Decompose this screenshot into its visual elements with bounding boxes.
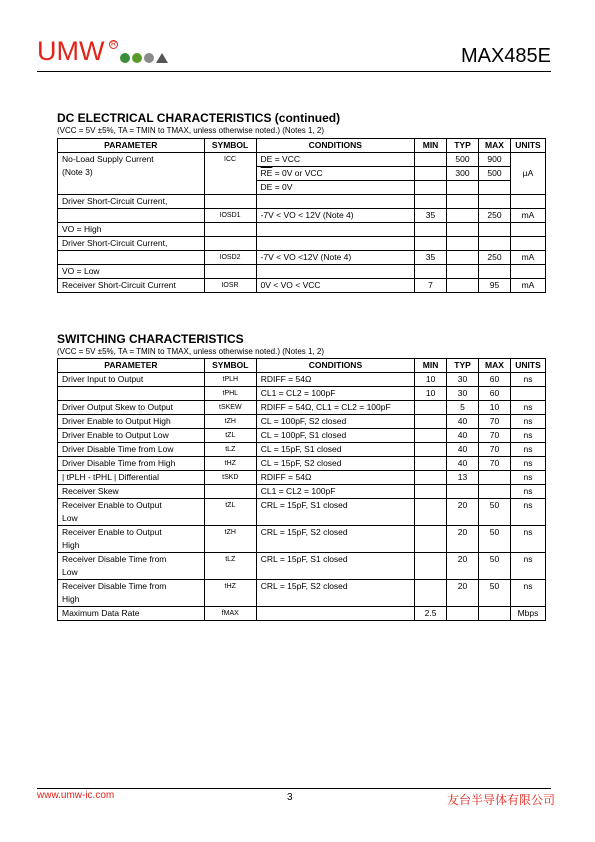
param-cell: Driver Short-Circuit Current, bbox=[58, 237, 205, 251]
symbol-cell: tLZ bbox=[204, 553, 256, 580]
unit-cell: ns bbox=[510, 401, 545, 415]
condition-text: = 0V or VCC bbox=[272, 168, 323, 178]
param-cell bbox=[58, 251, 205, 265]
symbol-cell: tHZ bbox=[204, 457, 256, 471]
symbol-cell: fMAX bbox=[204, 607, 256, 621]
footer-website-link[interactable]: www.umw-ic.com bbox=[37, 790, 115, 801]
typ-cell: 300 bbox=[447, 167, 479, 181]
unit-cell: µA bbox=[510, 153, 545, 195]
col-header-conditions: CONDITIONS bbox=[256, 359, 414, 373]
table-header-row bbox=[58, 359, 546, 373]
dc-section-title: DC ELECTRICAL CHARACTERISTICS (continued) bbox=[57, 111, 341, 125]
symbol-cell: tZH bbox=[204, 526, 256, 553]
symbol-cell bbox=[204, 485, 256, 499]
min-cell bbox=[415, 553, 447, 580]
min-cell bbox=[415, 526, 447, 553]
min-cell: 7 bbox=[415, 279, 447, 293]
condition-cell: CL = 100pF, S1 closed bbox=[256, 429, 414, 443]
registered-mark-icon: R bbox=[110, 41, 117, 48]
max-cell: 50 bbox=[479, 526, 511, 553]
param-cell: Receiver Disable Time from High bbox=[58, 580, 205, 607]
max-cell: 50 bbox=[479, 580, 511, 607]
symbol-cell: tPLH bbox=[204, 373, 256, 387]
unit-cell: mA bbox=[510, 279, 545, 293]
param-cell: Driver Enable to Output Low bbox=[58, 429, 205, 443]
table-row bbox=[58, 485, 546, 499]
symbol-cell: tHZ bbox=[204, 580, 256, 607]
col-header-units: UNITS bbox=[510, 359, 545, 373]
table-row bbox=[58, 401, 546, 415]
unit-cell: ns bbox=[510, 457, 545, 471]
symbol-cell: tLZ bbox=[204, 443, 256, 457]
typ-cell bbox=[447, 251, 479, 265]
max-cell: 60 bbox=[479, 387, 511, 401]
col-header-parameter: PARAMETER bbox=[58, 359, 205, 373]
param-cell: VO = High bbox=[58, 223, 205, 237]
condition-cell: CRL = 15pF, S1 closed bbox=[256, 499, 414, 526]
max-cell bbox=[479, 607, 511, 621]
switching-characteristics-table bbox=[57, 358, 546, 621]
condition-cell: RDIFF = 54Ω bbox=[256, 471, 414, 485]
col-header-max: MAX bbox=[479, 359, 511, 373]
param-cell: Maximum Data Rate bbox=[58, 607, 205, 621]
esd-warning-icon bbox=[156, 53, 168, 63]
typ-cell: 5 bbox=[447, 401, 479, 415]
typ-cell: 20 bbox=[447, 553, 479, 580]
condition-cell: CL = 15pF, S1 closed bbox=[256, 443, 414, 457]
col-header-units: UNITS bbox=[510, 139, 545, 153]
col-header-parameter: PARAMETER bbox=[58, 139, 205, 153]
param-cell: Receiver Short-Circuit Current bbox=[58, 279, 205, 293]
typ-cell: 30 bbox=[447, 373, 479, 387]
max-cell: 70 bbox=[479, 415, 511, 429]
sw-section-note: (VCC = 5V ±5%, TA = TMIN to TMAX, unless otherwise noted.) (Notes 1, 2) bbox=[57, 347, 325, 356]
max-cell: 70 bbox=[479, 443, 511, 457]
certification-icons bbox=[120, 53, 168, 63]
param-cell: VO = Low bbox=[58, 265, 205, 279]
re-overline-text: $\overline{RE}$ bbox=[260, 168, 273, 178]
halogen-free-icon bbox=[144, 53, 154, 63]
max-cell: 10 bbox=[479, 401, 511, 415]
symbol-cell: tPHL bbox=[204, 387, 256, 401]
condition-cell: DE = VCC bbox=[256, 153, 415, 167]
table-row bbox=[58, 471, 546, 485]
typ-cell: 20 bbox=[447, 499, 479, 526]
typ-cell: 30 bbox=[447, 387, 479, 401]
condition-cell: CRL = 15pF, S2 closed bbox=[256, 526, 414, 553]
footer-company-name: 友台半导体有限公司 bbox=[446, 793, 555, 807]
min-cell bbox=[415, 499, 447, 526]
min-cell: 2.5 bbox=[415, 607, 447, 621]
table-header-row bbox=[58, 139, 546, 153]
min-cell bbox=[415, 153, 447, 167]
param-cell: Driver Disable Time from High bbox=[58, 457, 205, 471]
table-row bbox=[58, 443, 546, 457]
min-cell: 10 bbox=[415, 387, 447, 401]
max-cell: 900 bbox=[478, 153, 510, 167]
unit-cell: ns bbox=[510, 580, 545, 607]
pb-free-icon bbox=[132, 53, 142, 63]
table-row bbox=[58, 251, 546, 265]
condition-cell: DE = 0V bbox=[256, 181, 415, 195]
min-cell bbox=[415, 457, 447, 471]
col-header-conditions: CONDITIONS bbox=[256, 139, 415, 153]
table-row bbox=[58, 195, 546, 209]
table-row bbox=[58, 265, 546, 279]
symbol-cell: IOSD2 bbox=[204, 251, 256, 265]
symbol-cell: IOSD1 bbox=[204, 209, 256, 223]
max-cell bbox=[479, 471, 511, 485]
max-cell: 95 bbox=[478, 279, 510, 293]
unit-cell: mA bbox=[510, 209, 545, 223]
condition-cell: 0V < VO < VCC bbox=[256, 279, 415, 293]
unit-cell: ns bbox=[510, 415, 545, 429]
table-row bbox=[58, 580, 546, 607]
table-row bbox=[58, 415, 546, 429]
condition-cell: CL = 15pF, S2 closed bbox=[256, 457, 414, 471]
condition-cell: CL = 100pF, S2 closed bbox=[256, 415, 414, 429]
min-cell bbox=[415, 415, 447, 429]
min-cell bbox=[415, 181, 447, 195]
typ-cell bbox=[447, 209, 479, 223]
param-cell: Driver Input to Output bbox=[58, 373, 205, 387]
table-row bbox=[58, 607, 546, 621]
max-cell bbox=[479, 485, 511, 499]
col-header-typ: TYP bbox=[447, 139, 479, 153]
col-header-max: MAX bbox=[478, 139, 510, 153]
typ-cell bbox=[447, 607, 479, 621]
min-cell: 10 bbox=[415, 373, 447, 387]
param-cell: Receiver Enable to Output High bbox=[58, 526, 205, 553]
condition-cell: CL1 = CL2 = 100pF bbox=[256, 485, 414, 499]
col-header-symbol: SYMBOL bbox=[204, 359, 256, 373]
symbol-cell: ICC bbox=[204, 153, 256, 195]
typ-cell: 20 bbox=[447, 526, 479, 553]
dc-section-note: (VCC = 5V ±5%, TA = TMIN to TMAX, unless otherwise noted.) (Notes 1, 2) bbox=[57, 126, 325, 135]
condition-cell: RDIFF = 54Ω, CL1 = CL2 = 100pF bbox=[256, 401, 414, 415]
condition-cell: CL1 = CL2 = 100pF bbox=[256, 387, 414, 401]
condition-cell: CRL = 15pF, S1 closed bbox=[256, 553, 414, 580]
max-cell: 250 bbox=[478, 251, 510, 265]
min-cell: 35 bbox=[415, 209, 447, 223]
col-header-min: MIN bbox=[415, 139, 447, 153]
typ-cell: 13 bbox=[447, 471, 479, 485]
table-row bbox=[58, 153, 546, 167]
col-header-min: MIN bbox=[415, 359, 447, 373]
header-divider bbox=[37, 71, 551, 72]
unit-cell: ns bbox=[510, 429, 545, 443]
typ-cell: 500 bbox=[447, 153, 479, 167]
unit-cell: ns bbox=[510, 485, 545, 499]
param-cell: Driver Enable to Output High bbox=[58, 415, 205, 429]
table-row bbox=[58, 279, 546, 293]
min-cell bbox=[415, 429, 447, 443]
param-line: No-Load Supply Current bbox=[62, 154, 154, 164]
max-cell: 250 bbox=[478, 209, 510, 223]
min-cell bbox=[415, 471, 447, 485]
condition-cell: CRL = 15pF, S2 closed bbox=[256, 580, 414, 607]
col-header-symbol: SYMBOL bbox=[204, 139, 256, 153]
symbol-cell: tSKD bbox=[204, 471, 256, 485]
min-cell bbox=[415, 443, 447, 457]
col-header-typ: TYP bbox=[447, 359, 479, 373]
table-row bbox=[58, 457, 546, 471]
typ-cell: 20 bbox=[447, 580, 479, 607]
min-cell: 35 bbox=[415, 251, 447, 265]
table-row bbox=[58, 429, 546, 443]
typ-cell: 40 bbox=[447, 415, 479, 429]
unit-cell: ns bbox=[510, 499, 545, 526]
max-cell: 70 bbox=[479, 457, 511, 471]
symbol-cell: tZH bbox=[204, 415, 256, 429]
max-cell: 60 bbox=[479, 373, 511, 387]
min-cell bbox=[415, 167, 447, 181]
typ-cell: 40 bbox=[447, 429, 479, 443]
table-row bbox=[58, 209, 546, 223]
dc-characteristics-table bbox=[57, 138, 546, 293]
param-cell: Driver Output Skew to Output bbox=[58, 401, 205, 415]
table-row bbox=[58, 553, 546, 580]
table-row bbox=[58, 387, 546, 401]
param-cell bbox=[58, 153, 205, 195]
symbol-cell: tSKEW bbox=[204, 401, 256, 415]
table-row bbox=[58, 499, 546, 526]
param-cell: Receiver Disable Time from Low bbox=[58, 553, 205, 580]
max-cell: 50 bbox=[479, 553, 511, 580]
condition-cell bbox=[256, 167, 415, 181]
unit-cell: ns bbox=[510, 526, 545, 553]
rohs-icon bbox=[120, 53, 130, 63]
part-number: MAX485E bbox=[460, 45, 551, 67]
min-cell bbox=[415, 485, 447, 499]
max-cell bbox=[478, 181, 510, 195]
typ-cell bbox=[447, 485, 479, 499]
unit-cell: mA bbox=[510, 251, 545, 265]
table-row bbox=[58, 237, 546, 251]
table-row bbox=[58, 223, 546, 237]
brand-name: UMW bbox=[37, 36, 105, 66]
min-cell bbox=[415, 401, 447, 415]
condition-cell bbox=[256, 607, 414, 621]
param-line: (Note 3) bbox=[62, 167, 93, 177]
unit-cell bbox=[510, 387, 545, 401]
page-number: 3 bbox=[287, 792, 293, 803]
condition-cell: -7V < VO < 12V (Note 4) bbox=[256, 209, 415, 223]
unit-cell: ns bbox=[510, 471, 545, 485]
table-row bbox=[58, 373, 546, 387]
min-cell bbox=[415, 580, 447, 607]
brand-logo bbox=[37, 36, 117, 66]
max-cell: 50 bbox=[479, 499, 511, 526]
max-cell: 500 bbox=[478, 167, 510, 181]
unit-cell: Mbps bbox=[510, 607, 545, 621]
param-cell bbox=[58, 209, 205, 223]
param-cell: Receiver Enable to Output Low bbox=[58, 499, 205, 526]
typ-cell: 40 bbox=[447, 443, 479, 457]
param-cell: Receiver Skew bbox=[58, 485, 205, 499]
footer-divider bbox=[37, 788, 551, 789]
param-cell bbox=[58, 387, 205, 401]
typ-cell: 40 bbox=[447, 457, 479, 471]
param-cell: Driver Short-Circuit Current, bbox=[58, 195, 205, 209]
typ-cell bbox=[447, 181, 479, 195]
unit-cell: ns bbox=[510, 553, 545, 580]
sw-section-title: SWITCHING CHARACTERISTICS bbox=[57, 332, 244, 346]
symbol-cell: IOSR bbox=[204, 279, 256, 293]
unit-cell: ns bbox=[510, 373, 545, 387]
condition-cell: RDIFF = 54Ω bbox=[256, 373, 414, 387]
table-row bbox=[58, 526, 546, 553]
param-cell: Driver Disable Time from Low bbox=[58, 443, 205, 457]
unit-cell: ns bbox=[510, 443, 545, 457]
condition-cell: -7V < VO <12V (Note 4) bbox=[256, 251, 415, 265]
symbol-cell: tZL bbox=[204, 429, 256, 443]
symbol-cell: tZL bbox=[204, 499, 256, 526]
max-cell: 70 bbox=[479, 429, 511, 443]
typ-cell bbox=[447, 279, 479, 293]
param-cell: | tPLH - tPHL | Differential bbox=[58, 471, 205, 485]
